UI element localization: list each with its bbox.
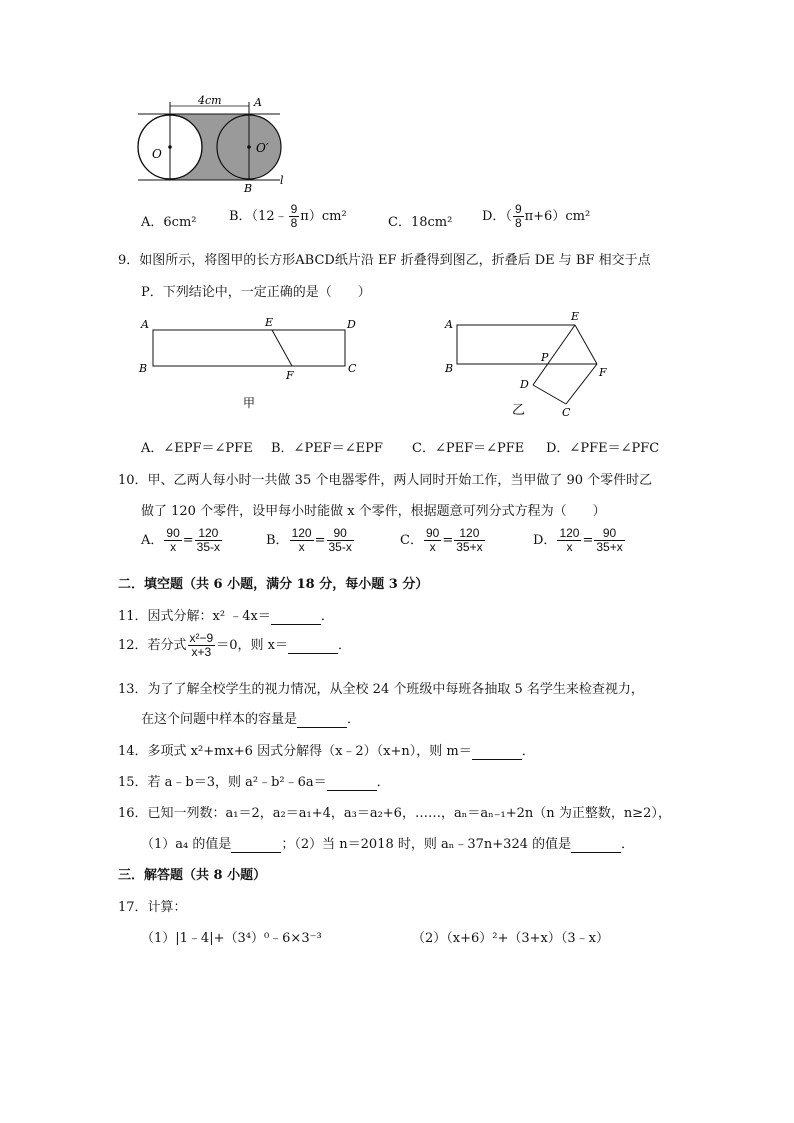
caption-yi: 乙	[512, 403, 526, 418]
q10-line1: 10．甲、乙两人每小时一共做 35 个电器零件，两人同时开始工作，当甲做了 90 个零件时乙	[118, 473, 653, 488]
q10-option-c: C． $\frac{90}{x}$ = $\frac{120}{35+x}$	[400, 526, 483, 554]
q16-line2: （1）a₄ 的值是 ；（2）当 n＝2018 时，则 aₙ﹣37n+324 的值是 ．	[141, 837, 635, 852]
svg-text:E: E	[571, 310, 580, 323]
q17-part2: （2）（x+6）²+（3+x）（3﹣x）	[412, 931, 609, 946]
q11: 11．因式分解：x² ﹣4x＝ ．	[118, 609, 334, 624]
svg-text:B: B	[244, 182, 253, 195]
svg-text:E: E	[265, 316, 274, 329]
svg-text:P: P	[541, 351, 549, 364]
q9-line1: 9．如图所示，将图甲的长方形ABCD纸片沿 EF 折叠得到图乙，折叠后 DE 与 BF 相交于点	[118, 253, 651, 268]
q10-option-d: D． $\frac{120}{x}$ = $\frac{90}{35+x}$	[533, 526, 623, 554]
q13-line1: 13．为了了解全校学生的视力情况，从全校 24 个班级中每班各抽取 5 名学生来检查视力，	[118, 682, 644, 697]
svg-text:O: O	[152, 147, 162, 161]
q8-option-d: D．（ $\frac{9}{8}$ π+6）cm²	[482, 202, 591, 230]
q13-line2: 在这个问题中样本的容量是 ．	[141, 712, 361, 727]
caption-jia: 甲	[243, 396, 256, 410]
q8-option-a: A．6cm²	[141, 215, 197, 230]
svg-text:C: C	[348, 362, 357, 375]
svg-text:B: B	[139, 362, 148, 375]
svg-text:l: l	[280, 174, 284, 187]
svg-text:D: D	[520, 378, 529, 391]
q8-option-b: B．（12﹣ $\frac{9}{8}$ π）cm²	[229, 202, 347, 230]
svg-text:C: C	[562, 406, 571, 419]
svg-text:B: B	[445, 362, 454, 375]
svg-text:A: A	[445, 318, 453, 331]
q10-option-a: A． $\frac{90}{x}$ = $\frac{120}{35-x}$	[141, 526, 220, 554]
q8-figure	[130, 92, 300, 196]
q15: 15．若 a﹣b＝3，则 a²﹣b²﹣6a＝ ．	[118, 775, 390, 790]
q9-option-a: A．∠EPF＝∠PFE	[141, 441, 253, 456]
q9-figure-jia	[135, 312, 365, 412]
section-3-heading: 三．解答题（共 8 小题）	[118, 868, 267, 883]
q14: 14．多项式 x²+mx+6 因式分解得（x﹣2）（x+n），则 m＝ ．	[118, 744, 535, 759]
q9-figure-yi	[440, 308, 620, 423]
section-2-heading: 二．填空题（共 6 小题，满分 18 分，每小题 3 分）	[118, 577, 429, 592]
q8-option-c: C．18cm²	[388, 215, 453, 230]
q9-line2: P．下列结论中，一定正确的是（ ）	[141, 285, 371, 300]
svg-text:F: F	[599, 366, 607, 379]
q16-line1: 16．已知一列数：a₁＝2，a₂＝a₁+4，a₃＝a₂+6，……，aₙ＝aₙ₋₁+2n（n 为正整数，n≥2），	[118, 806, 671, 821]
q12: 12．若分式 $\frac{\text{x²−9}}{x+3}$ ＝0，则 x＝ ．	[118, 631, 351, 659]
label-4cm: 4cm	[198, 94, 222, 107]
q9-option-c: C．∠PEF＝∠PFE	[412, 441, 525, 456]
svg-text:F: F	[286, 369, 294, 382]
q10-line2: 做了 120 个零件，设甲每小时能做 x 个零件，根据题意可列分式方程为（ ）	[141, 504, 606, 519]
svg-text:A: A	[141, 318, 149, 331]
q10-option-b: B． $\frac{120}{x}$ = $\frac{90}{35-x}$	[266, 526, 352, 554]
q17-part1: （1）|1﹣4|+（3⁴）⁰﹣6×3⁻³	[141, 931, 322, 946]
q17-title: 17．计算：	[118, 900, 187, 915]
q9-option-d: D．∠PFE＝∠PFC	[546, 441, 660, 456]
q9-option-b: B．∠PEF＝∠EPF	[271, 441, 383, 456]
svg-text:A: A	[254, 96, 262, 109]
svg-text:D: D	[347, 318, 356, 331]
svg-text:O′: O′	[256, 141, 269, 155]
